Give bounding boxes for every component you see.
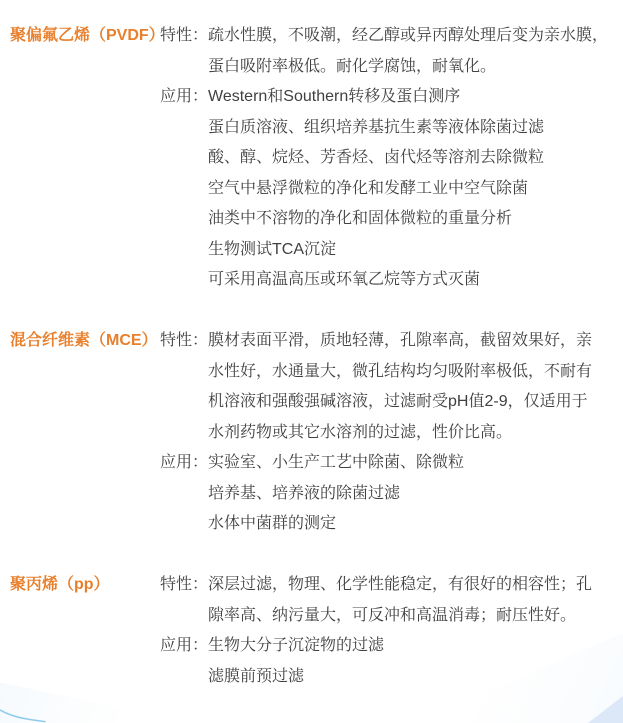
block-label: 应用：: [160, 88, 209, 105]
text-line: 生物大分子沉淀物的过滤: [208, 637, 385, 654]
block-lines: [208, 21, 623, 82]
text-line: 蛋白吸附率极低。耐化学腐蚀，耐氧化。: [208, 57, 497, 75]
info-block: [160, 570, 623, 631]
block-label: 应用：: [160, 454, 209, 471]
section-content: [160, 21, 623, 296]
text-line: 可采用高温高压或环氧乙烷等方式灭菌: [208, 271, 481, 288]
material-heading: 混合纤维素（MCE）: [10, 332, 158, 349]
text-line: 油类中不溶物的净化和固体微粒的重量分析: [208, 210, 513, 227]
info-block: [160, 21, 623, 82]
block-label: 特性：: [160, 332, 209, 349]
block-lines: [208, 570, 623, 631]
info-block: [160, 82, 623, 296]
material-section: [0, 21, 623, 296]
text-line: 水性好，水通量大，微孔结构均匀吸附率极低，不耐有: [208, 362, 593, 380]
block-label: 特性：: [160, 27, 209, 44]
material-heading: 聚丙烯（pp）: [10, 576, 110, 593]
bottom-right-triangle-decoration: [588, 696, 623, 723]
text-line: 生物测试TCA沉淀: [208, 240, 337, 258]
text-line: 水体中菌群的测定: [208, 515, 337, 532]
text-line: 疏水性膜，不吸潮，经乙醇或异丙醇处理后变为亲水膜，: [208, 27, 609, 44]
material-section: [0, 326, 623, 540]
text-line: 滤膜前预过滤: [208, 667, 305, 685]
info-block: [160, 631, 623, 692]
text-line: 机溶液和强酸强碱溶液，过滤耐受pH值2-9，仅适用于: [208, 393, 588, 410]
text-line: 空气中悬浮微粒的净化和发酵工业中空气除菌: [208, 179, 529, 197]
material-section: [0, 570, 623, 692]
section-content: [160, 326, 623, 540]
block-label: 应用：: [160, 637, 209, 654]
text-line: 深层过滤，物理、化学性能稳定，有很好的相容性；孔: [208, 576, 593, 593]
info-block: [160, 326, 623, 448]
text-line: 隙率高、纳污量大，可反冲和高温消毒；耐压性好。: [208, 606, 577, 624]
text-line: 实验室、小生产工艺中除菌、除微粒: [208, 454, 465, 471]
block-lines: [208, 326, 623, 448]
text-line: 酸、醇、烷烃、芳香烃、卤代烃等溶剂去除微粒: [208, 149, 545, 166]
bottom-left-curve-decoration: [0, 705, 46, 723]
text-line: 水剂药物或其它水溶剂的过滤，性价比高。: [208, 423, 513, 441]
material-heading: 聚偏氟乙烯（PVDF）: [10, 27, 165, 44]
block-lines: [208, 631, 623, 692]
block-lines: [208, 82, 623, 296]
section-content: [160, 570, 623, 692]
text-line: Western和Southern转移及蛋白测序: [208, 88, 461, 105]
text-line: 蛋白质溶液、组织培养基抗生素等液体除菌过滤: [208, 118, 545, 136]
material-sections-container: [0, 21, 623, 692]
text-line: 培养基、培养液的除菌过滤: [208, 484, 401, 502]
text-line: 膜材表面平滑，质地轻薄，孔隙率高，截留效果好，亲: [208, 332, 593, 349]
info-block: [160, 448, 623, 540]
block-label: 特性：: [160, 576, 209, 593]
block-lines: [208, 448, 623, 540]
